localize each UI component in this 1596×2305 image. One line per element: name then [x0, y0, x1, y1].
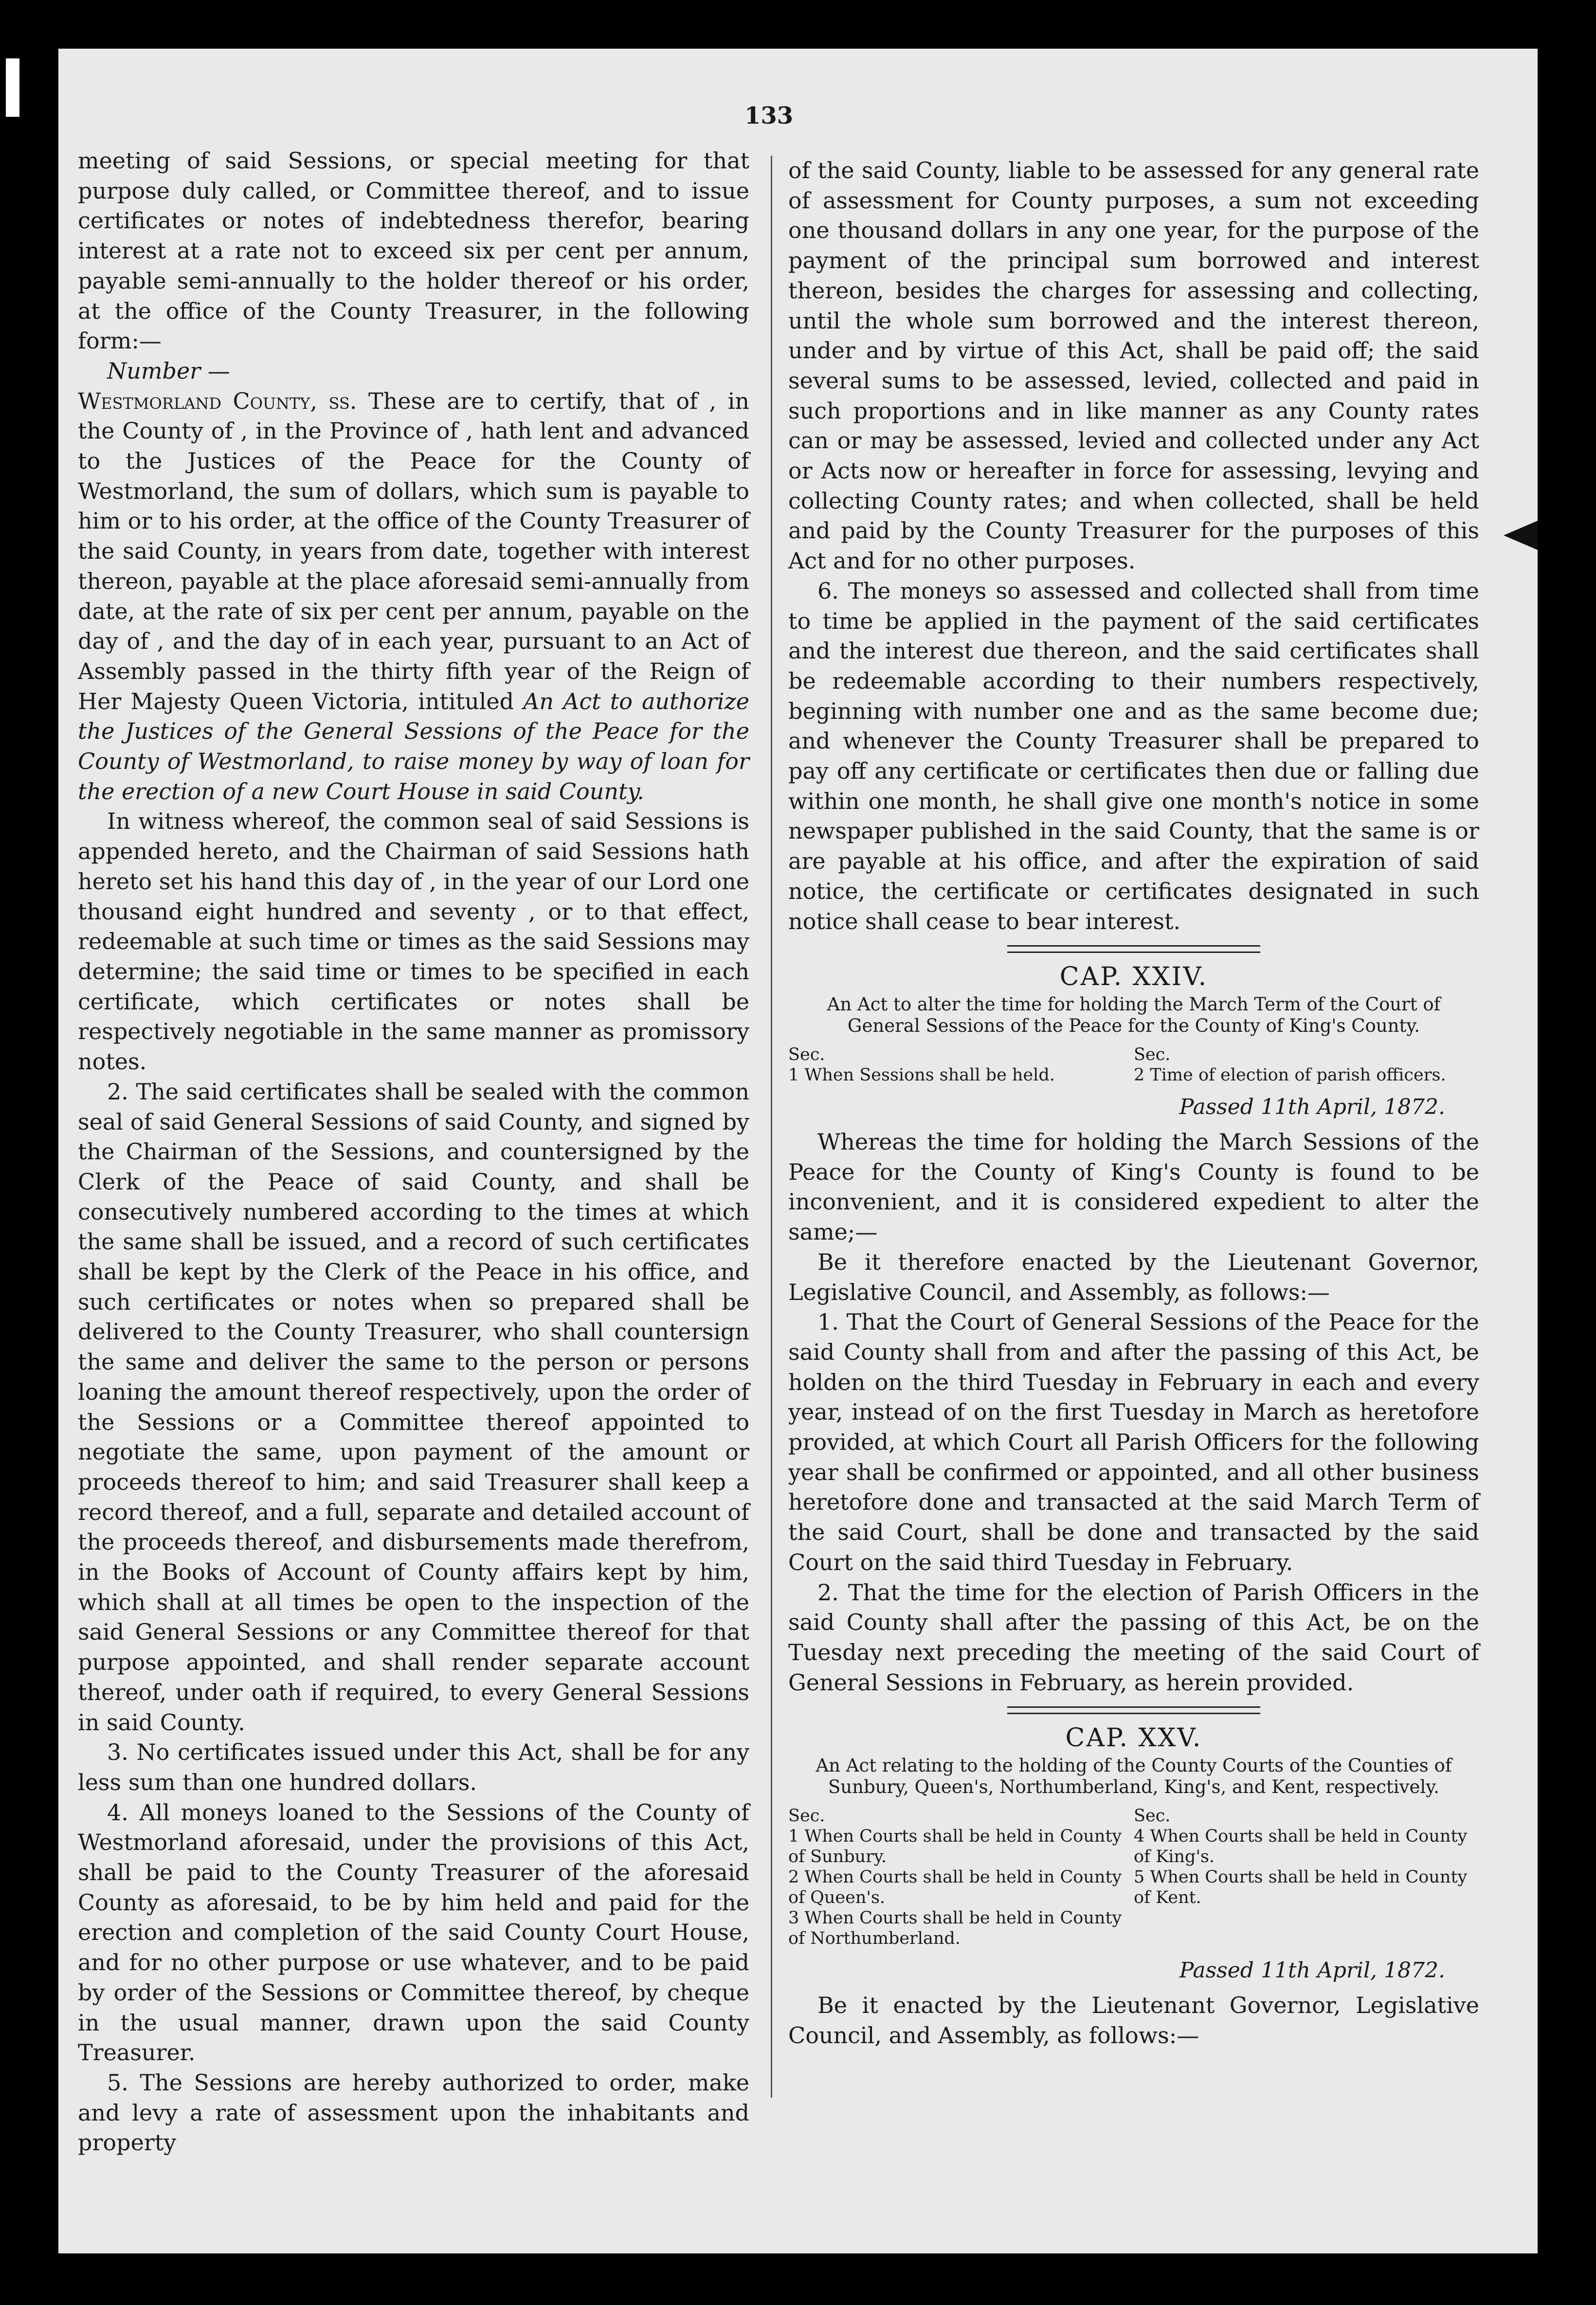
act-description: An Act relating to the holding of the County Courts of the Counties of Sunbury, Queen's, Northumberland, King's, and Kent, respectively. — [816, 1755, 1452, 1798]
sec-entry: 2 When Courts shall be held in County of Queen's. — [788, 1867, 1122, 1908]
section-index-col — [1134, 1044, 1479, 1085]
sec-label: Sec. — [788, 1045, 825, 1065]
section-index-col — [788, 1806, 1134, 1949]
paragraph: meeting of said Sessions, or special meeting for that purpose duly called, or Committee thereof, and to issue certificates or notes of indebtedness therefor, bearing interest at a rate not to exceed six per cent per annum, payable semi-annually to the holder thereof or his order, at the office of the County Treasurer, in the following form:— — [78, 147, 749, 354]
form-county: Westmorland County, ss. — [78, 387, 357, 414]
left-column — [78, 146, 749, 2158]
column-divider — [771, 156, 772, 2098]
section-4: 4. All moneys loaned to the Sessions of the County of Westmorland aforesaid, under the provisions of this Act, shall be paid to the County Treasurer of the aforesaid County as aforesaid, to be by him held and paid for the erection and completion of the said County Court House, and for no other purpose or use whatever, and to be paid by order of the Sessions or Committee thereof, by cheque in the usual manner, drawn upon the said County Treasurer. — [78, 1799, 749, 2066]
form-act-title: An Act to authorize the Justices of the General Sessions of the Peace for the County of Westmorland, to raise money by way of loan for the erection of a new Court House in said County. — [78, 688, 750, 805]
sec-entry: 4 When Courts shall be held in County of King's. — [1134, 1827, 1468, 1867]
passed-date: Passed 11th April, 1872. — [1179, 1095, 1445, 1120]
section-index-col — [1134, 1806, 1479, 1949]
section-index — [788, 1044, 1479, 1085]
section-3: 3. No certificates issued under this Act, shall be for any less sum than one hundred dollars. — [78, 1739, 749, 1795]
form-body: These are to certify, that of , in the County of , in the Province of , hath lent and advanced to the Justices of the Peace for the County of Westmorland, the sum of dollars, which sum is payable to him or to his order, at the office of the County Treasurer of the said County, in years from date, together with interest thereon, payable at the place aforesaid semi-annually from date, at the rate of six per cent per annum, payable on the day of , and the day of in each year, pursuant to an Act of Assembly passed in the thirty fifth year of the Reign of Her Majesty Queen Victoria, intituled — [78, 387, 750, 714]
sec-entry: 5 When Courts shall be held in County of Kent. — [1134, 1867, 1468, 1908]
form-certificate — [78, 386, 749, 807]
double-rule — [1007, 1706, 1260, 1714]
sec-entry: 3 When Courts shall be held in County of Northumberland. — [788, 1908, 1122, 1949]
right-column — [788, 156, 1479, 2050]
page-number: 133 — [744, 102, 794, 129]
sec-label: Sec. — [788, 1806, 825, 1826]
sec-entry: 1 When Courts shall be held in County of Sunbury. — [788, 1827, 1122, 1867]
sec-entry: 1 When Sessions shall be held. — [788, 1065, 1055, 1085]
sec-entry: 2 Time of election of parish officers. — [1134, 1065, 1446, 1085]
enacting-clause: Be it enacted by the Lieutenant Governor, Legislative Council, and Assembly, as follows:— — [788, 1992, 1479, 2049]
enacting-clause: Be it therefore enacted by the Lieutenant Governor, Legislative Council, and Assembly, as follows:— — [788, 1248, 1479, 1305]
section-6: 6. The moneys so assessed and collected shall from time to time be applied in the payment of the said certificates and the interest due thereon, and the said certificates shall be redeemable according to their numbers respectively, beginning with number one and as the same become due; and whenever the County Treasurer shall be prepared to pay off any certificate or certificates then due or falling due within one month, he shall give one month's notice in some newspaper published in the said County, that the same is or are payable at his office, and after the expiration of said notice, the certificate or certificates designated in such notice shall cease to bear interest. — [788, 577, 1479, 934]
sec-label: Sec. — [1134, 1045, 1171, 1065]
paragraph: of the said County, liable to be assessed for any general rate of assessment for County purposes, a sum not exceeding one thousand dollars in any one year, for the purpose of the payment of the principal sum borrowed and interest thereon, besides the charges for assessing and collecting, until the whole sum borrowed and the interest thereon, under and by virtue of this Act, shall be paid off; the said several sums to be assessed, levied, collected and paid in such proportions and in like manner as any County rates can or may be assessed, levied and collected under any Act or Acts now or hereafter in force for assessing, levying and collecting County rates; and when collected, shall be held and paid by the County Treasurer for the purposes of this Act and for no other purposes. — [788, 157, 1479, 574]
chapter-title: CAP. XXV. — [1065, 1723, 1202, 1753]
pointer-mark — [1504, 521, 1538, 550]
chapter-title: CAP. XXIV. — [1059, 962, 1208, 992]
form-number-line: Number — — [107, 357, 230, 384]
sec-label: Sec. — [1134, 1806, 1171, 1826]
paragraph: In witness whereof, the common seal of said Sessions is appended hereto, and the Chairman of said Sessions hath hereto set his hand this day of , in the year of our Lord one thousand eight hundred and seventy , or to that effect, redeemable at such time or times as the said Sessions may determine; the said time or times to be specified in each certificate, which certificates or notes shall be respectively negotiable in the same manner as promissory notes. — [78, 808, 749, 1075]
passed-date: Passed 11th April, 1872. — [1179, 1958, 1445, 1983]
scan-edge-mark — [6, 58, 19, 117]
section-index-col — [788, 1044, 1134, 1085]
act-description: An Act to alter the time for holding the March Term of the Court of General Sessions of the Peace for the County of King's County. — [827, 994, 1441, 1037]
section-2: 2. That the time for the election of Parish Officers in the said County shall after the passing of this Act, be on the Tuesday next preceding the meeting of the said Court of General Sessions in February, as herein provided. — [788, 1579, 1479, 1696]
preamble: Whereas the time for holding the March Sessions of the Peace for the County of King's County is found to be inconvenient, and it is considered expedient to alter the same;— — [788, 1128, 1479, 1245]
section-index — [788, 1806, 1479, 1949]
section-2: 2. The said certificates shall be sealed with the common seal of said General Sessions of said County, and signed by the Chairman of the Sessions, and countersigned by the Clerk of the Peace of said County, and shall be consecutively numbered according to the times at which the same shall be issued, and a record of such certificates shall be kept by the Clerk of the Peace in his office, and such certificates or notes when so prepared shall be delivered to the County Treasurer, who shall countersign the same and deliver the same to the person or persons loaning the amount thereof respectively, upon the order of the Sessions or a Committee thereof appointed to negotiate the same, upon payment of the amount or proceeds thereof to him; and said Treasurer shall keep a record thereof, and a full, separate and detailed account of the proceeds thereof, and disbursements made therefrom, in the Books of Account of County affairs kept by him, which shall at all times be open to the inspection of the said General Sessions or any Committee thereof for that purpose appointed, and shall render separate account thereof, under oath if required, to every General Sessions in said County. — [78, 1078, 749, 1736]
section-5: 5. The Sessions are hereby authorized to order, make and levy a rate of assessment upon the inhabitants and property — [78, 2069, 749, 2156]
section-1: 1. That the Court of General Sessions of the Peace for the said County shall from and after the passing of this Act, be holden on the third Tuesday in February in each and every year, instead of on the first Tuesday in March as heretofore provided, at which Court all Parish Officers for the following year shall be confirmed or appointed, and all other business heretofore done and transacted at the said March Term of the said Court, shall be done and transacted by the said Court on the said third Tuesday in February. — [788, 1309, 1479, 1575]
double-rule — [1007, 945, 1260, 953]
